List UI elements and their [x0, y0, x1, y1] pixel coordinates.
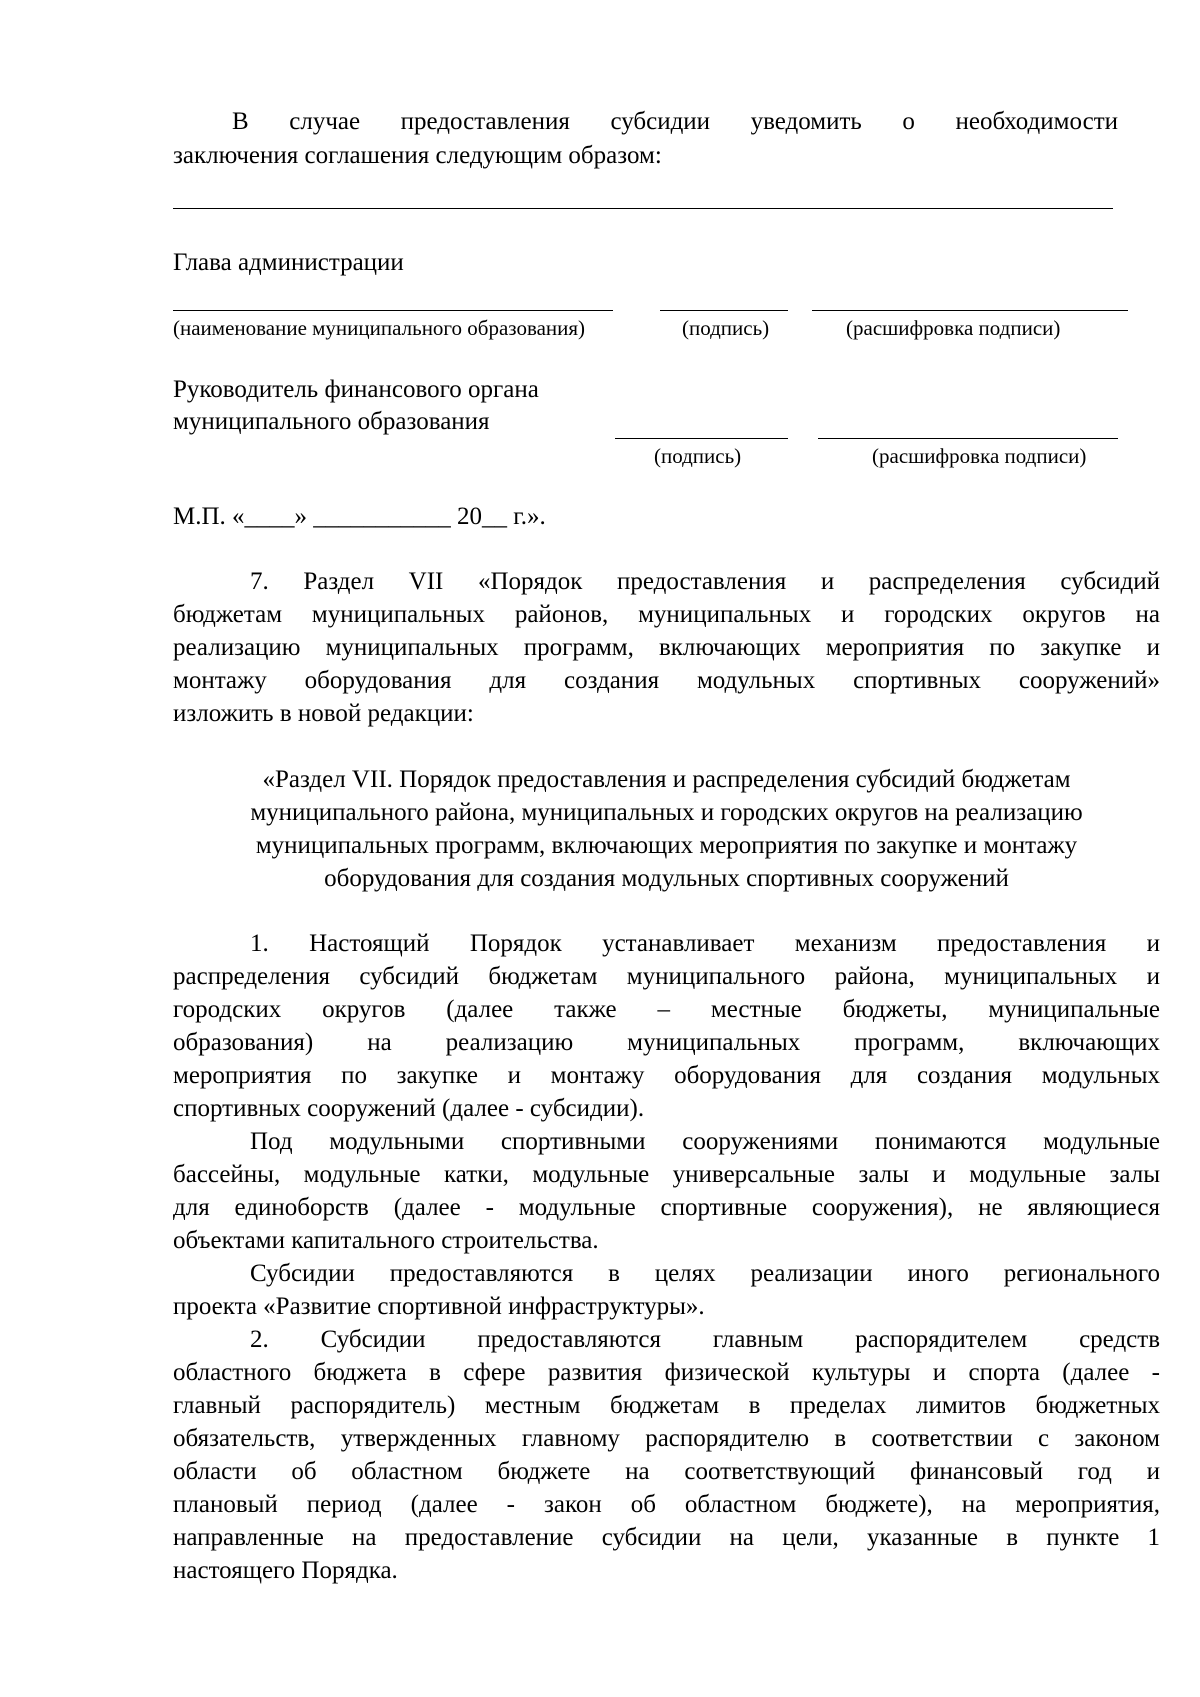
- p3-line-1: Субсидии предоставляются в целях реализации иного регионального: [250, 1260, 1160, 1287]
- finance-title-line-2: муниципального образования: [173, 408, 490, 435]
- p1-line-1: 1. Настоящий Порядок устанавливает механизм предоставления и: [250, 930, 1160, 957]
- finance-decryption-blank-line: [818, 438, 1118, 439]
- caption-head-signature: (подпись): [682, 316, 770, 340]
- notification-blank-line: [173, 208, 1113, 209]
- p4-line-3: главный распорядитель) местным бюджетам в пределах лимитов бюджетных: [173, 1392, 1160, 1419]
- caption-finance-signature: (подпись): [654, 444, 742, 468]
- p2-line-3: для единоборств (далее - модульные спортивные сооружения), не являющиеся: [173, 1194, 1160, 1221]
- head-title: Глава администрации: [173, 249, 404, 276]
- p4-line-2: областного бюджета в сфере развития физической культуры и спорта (далее -: [173, 1359, 1160, 1386]
- p4-line-1: 2. Субсидии предоставляются главным распорядителем средств: [250, 1326, 1160, 1353]
- section-heading-line-3: муниципальных программ, включающих мероприятия по закупке и монтажу: [255, 832, 1078, 859]
- p2-line-4: объектами капитального строительства.: [173, 1227, 599, 1254]
- p4-line-5: области об областном бюджете на соответствующий финансовый год и: [173, 1458, 1160, 1485]
- p1-line-4: образования) на реализацию муниципальных программ, включающих: [173, 1029, 1160, 1056]
- p2-line-1: Под модульными спортивными сооружениями понимаются модульные: [250, 1128, 1160, 1155]
- p4-line-7: направленные на предоставление субсидии на цели, указанные в пункте 1: [173, 1524, 1160, 1551]
- stamp-date-line: М.П. «____» ___________ 20__ г.».: [173, 503, 546, 530]
- item7-line-3: реализацию муниципальных программ, включающих мероприятия по закупке и: [173, 634, 1160, 661]
- p4-line-4: обязательств, утвержденных главному распорядителю в соответствии с законом: [173, 1425, 1160, 1452]
- p3-line-2: проекта «Развитие спортивной инфраструктуры».: [173, 1293, 705, 1320]
- p1-line-6: спортивных сооружений (далее - субсидии).: [173, 1095, 645, 1122]
- intro-line-1: В случае предоставления субсидии уведомить о необходимости: [232, 108, 1118, 135]
- caption-municipality: (наименование муниципального образования): [173, 316, 586, 340]
- item7-line-2: бюджетам муниципальных районов, муниципальных и городских округов на: [173, 601, 1160, 628]
- section-heading-line-4: оборудования для создания модульных спортивных сооружений: [324, 865, 1009, 892]
- head-signature-blank-line: [660, 310, 788, 311]
- section-heading-line-1: «Раздел VII. Порядок предоставления и распределения субсидий бюджетам: [262, 766, 1071, 793]
- caption-finance-decryption: (расшифровка подписи): [872, 444, 1087, 468]
- p4-line-8: настоящего Порядка.: [173, 1557, 398, 1584]
- item7-line-5: изложить в новой редакции:: [173, 700, 474, 727]
- head-decryption-blank-line: [812, 310, 1128, 311]
- section-heading-line-2: муниципального района, муниципальных и городских округов на реализацию: [250, 799, 1083, 826]
- item7-line-1: 7. Раздел VII «Порядок предоставления и распределения субсидий: [250, 568, 1160, 595]
- caption-head-decryption: (расшифровка подписи): [846, 316, 1061, 340]
- finance-title-line-1: Руководитель финансового органа: [173, 376, 539, 403]
- finance-signature-blank-line: [615, 438, 788, 439]
- p4-line-6: плановый период (далее - закон об областном бюджете), на мероприятия,: [173, 1491, 1160, 1518]
- intro-line-2: заключения соглашения следующим образом:: [173, 142, 662, 169]
- p1-line-2: распределения субсидий бюджетам муниципального района, муниципальных и: [173, 963, 1160, 990]
- p1-line-3: городских округов (далее также – местные бюджеты, муниципальные: [173, 996, 1160, 1023]
- p2-line-2: бассейны, модульные катки, модульные универсальные залы и модульные залы: [173, 1161, 1160, 1188]
- municipality-blank-line: [173, 310, 613, 311]
- p1-line-5: мероприятия по закупке и монтажу оборудования для создания модульных: [173, 1062, 1160, 1089]
- item7-line-4: монтажу оборудования для создания модульных спортивных сооружений»: [173, 667, 1160, 694]
